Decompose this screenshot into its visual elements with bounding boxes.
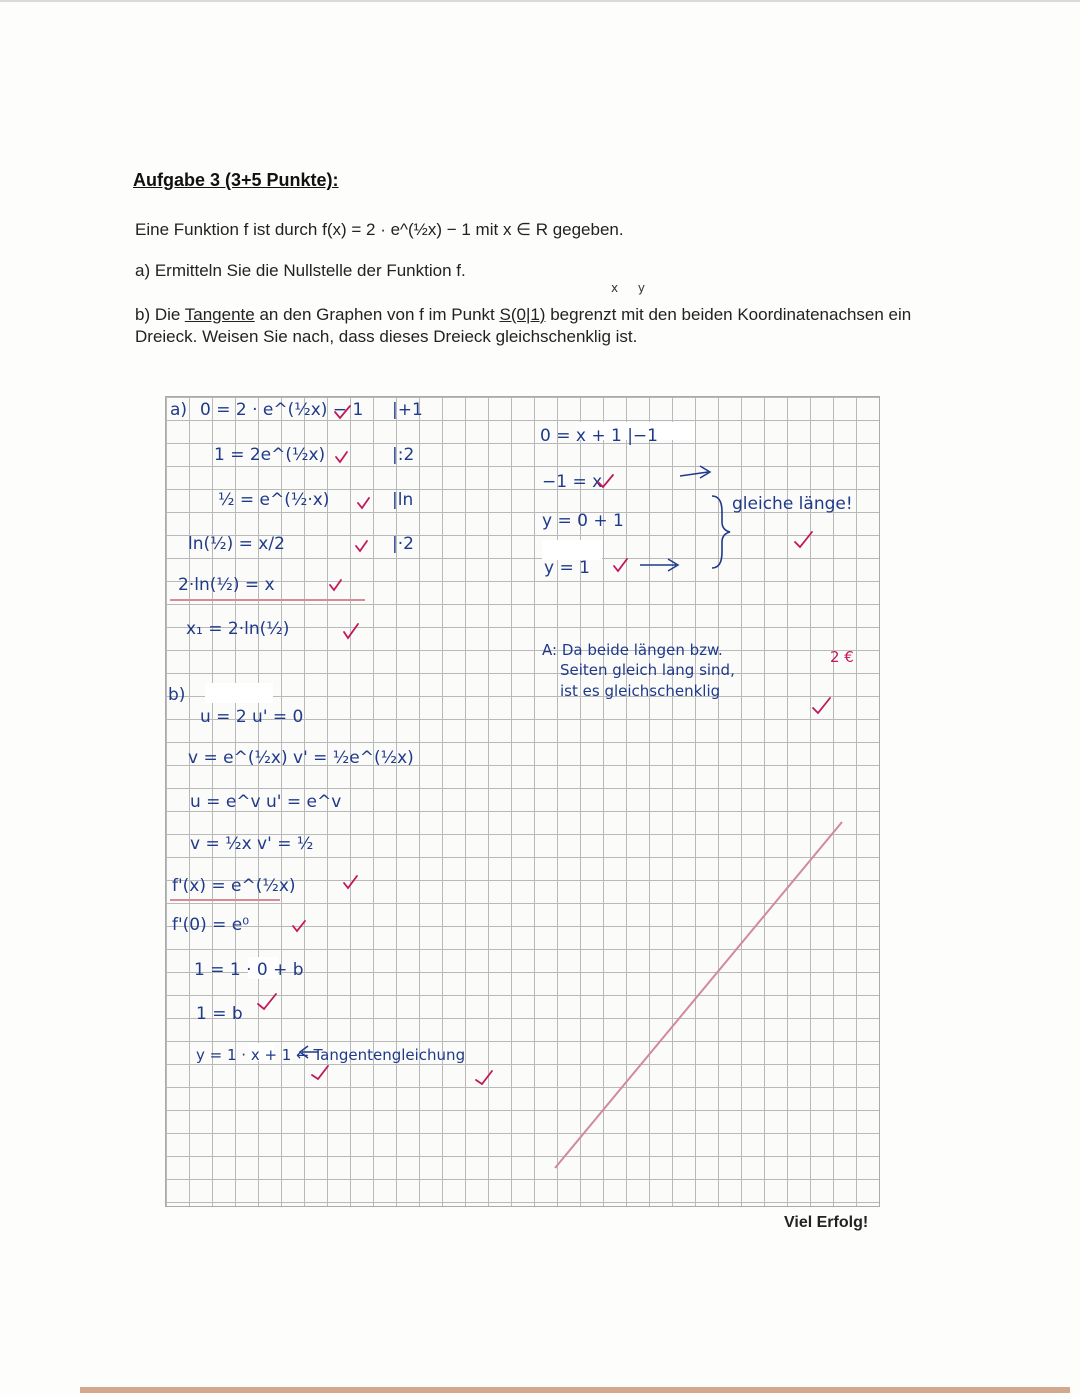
hw-a-line4: ln(½) = x/2: [188, 534, 285, 554]
hw-b-line3: u = e^v u' = e^v: [190, 792, 342, 812]
hw-a-op4: |·2: [392, 534, 414, 554]
redaction-patch: [205, 683, 273, 703]
hw-r-brace-text: gleiche länge!: [732, 494, 853, 514]
task-title: Aufgabe 3 (3+5 Punkte):: [133, 170, 339, 190]
hw-r-line3: y = 0 + 1: [542, 511, 624, 531]
hw-r-line2: −1 = x: [542, 472, 603, 492]
hw-b-line8: 1 = b: [196, 1004, 243, 1024]
hw-a-op3: |ln: [392, 490, 414, 510]
bottom-edge-bar: [80, 1387, 1070, 1393]
hw-a-op1: |+1: [392, 400, 423, 420]
hw-r-answer3: ist es gleichschenklig: [560, 682, 721, 700]
hw-r-line4: y = 1: [544, 558, 590, 578]
hw-b-line2: v = e^(½x) v' = ½e^(½x): [188, 748, 414, 768]
hw-b-line4: v = ½x v' = ½: [190, 834, 314, 854]
task-b-point: S(0|1): [499, 305, 546, 324]
underline-mark: [170, 599, 365, 601]
hw-r-answer1: A: Da beide längen bzw.: [542, 641, 723, 659]
hw-a-line2: 1 = 2e^(½x): [214, 445, 326, 465]
hw-a-line3: ½ = e^(½·x): [218, 490, 330, 510]
task-b-mid: an den Graphen von f im Punkt: [254, 305, 500, 324]
handwritten-xy-annotation: x y: [611, 281, 654, 295]
hw-b-line1: u = 2 u' = 0: [200, 707, 304, 727]
underline-mark: [170, 899, 280, 901]
hw-b-line6: f'(0) = e⁰: [172, 915, 250, 935]
hw-r-answer2: Seiten gleich lang sind,: [560, 661, 735, 679]
task-b-prefix: b) Die: [135, 305, 185, 324]
hw-a-op2: |:2: [392, 445, 415, 465]
hw-b-line5: f'(x) = e^(½x): [172, 876, 296, 896]
task-a: a) Ermitteln Sie die Nullstelle der Funktion f.: [135, 261, 466, 280]
grader-note: 2 €: [830, 648, 854, 666]
hw-b-label: b): [168, 685, 186, 705]
hw-b-line9: y = 1 · x + 1 ← Tangentengleichung: [196, 1046, 466, 1064]
hw-b-line7: 1 = 1 · 0 + b: [194, 960, 304, 980]
top-divider: [0, 0, 1080, 2]
task-intro: Eine Funktion f ist durch f(x) = 2 · e^(½x) − 1 mit x ∈ R gegeben.: [135, 220, 624, 239]
redaction-patch: [542, 540, 602, 560]
task-b-rest: begrenzt mit den beiden Koordinatenachsen ein Dreieck. Weisen Sie nach, dass dieses Dreieck gleichschenklig ist.: [135, 305, 912, 346]
hw-a-line1: 0 = 2 · e^(½x) − 1: [200, 400, 364, 420]
task-b-tangente: Tangente: [184, 305, 255, 324]
task-b: [135, 304, 915, 348]
hw-a-label: a): [170, 400, 188, 420]
hw-a-line5: 2·ln(½) = x: [178, 575, 275, 595]
footer-text: Viel Erfolg!: [784, 1214, 869, 1231]
hw-r-line1: 0 = x + 1 |−1: [540, 426, 658, 446]
hw-a-line6: x₁ = 2·ln(½): [186, 619, 290, 639]
